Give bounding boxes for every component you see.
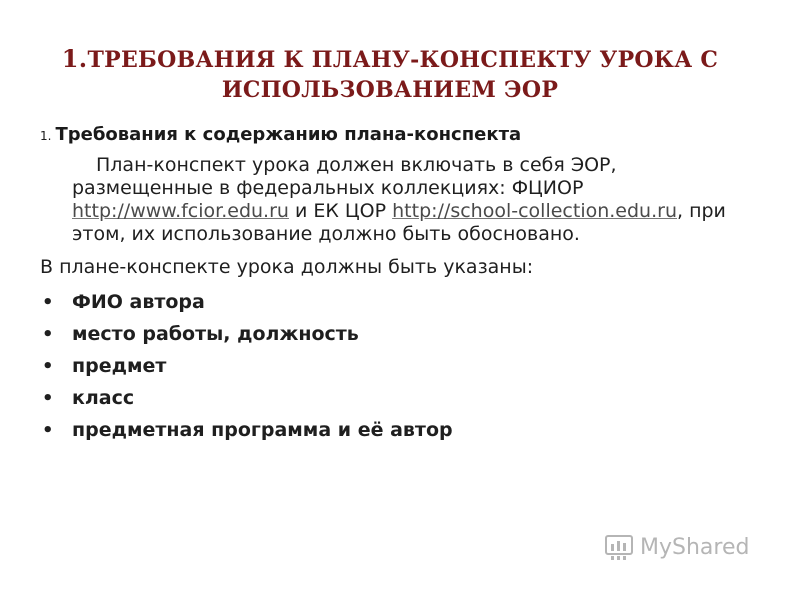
bullet-icon: • bbox=[42, 323, 54, 345]
title-text: ТРЕБОВАНИЯ К ПЛАНУ-КОНСПЕКТУ УРОКА С ИСПОЛЬЗОВАНИЕМ ЭОР bbox=[87, 47, 719, 103]
list-item-text: предмет bbox=[72, 355, 167, 377]
section-heading bbox=[40, 123, 740, 148]
list-item-text: предметная программа и её автор bbox=[72, 419, 453, 441]
list-item bbox=[40, 286, 740, 318]
bullet-icon: • bbox=[42, 387, 54, 409]
requirements-paragraph bbox=[72, 154, 752, 246]
title-number: 1. bbox=[61, 44, 88, 73]
list-intro: В плане-конспекте урока должны быть указаны: bbox=[40, 256, 534, 278]
paragraph-text-1: План-конспект урока должен включать в себя ЭОР, размещенные в федеральных коллекциях: ФЦИОР bbox=[72, 154, 617, 199]
bullet-icon: • bbox=[42, 419, 54, 441]
list-item bbox=[40, 350, 740, 382]
school-collection-link[interactable]: http://school-collection.edu.ru bbox=[392, 200, 677, 222]
section-number: 1. bbox=[40, 129, 52, 143]
watermark-text: MyShared bbox=[640, 534, 750, 560]
section-heading-text: Требования к содержанию плана-конспекта bbox=[55, 124, 522, 145]
myshared-watermark bbox=[604, 532, 749, 562]
list-item-text: ФИО автора bbox=[72, 291, 205, 313]
paragraph-text-2: и ЕК ЦОР bbox=[288, 200, 393, 222]
list-item bbox=[40, 414, 740, 446]
list-item bbox=[40, 318, 740, 350]
bullet-icon: • bbox=[42, 355, 54, 377]
list-item bbox=[40, 382, 740, 414]
fcior-link[interactable]: http://www.fcior.edu.ru bbox=[72, 200, 289, 222]
bullet-icon: • bbox=[42, 291, 54, 313]
myshared-logo-icon bbox=[604, 532, 634, 562]
list-item-text: класс bbox=[72, 387, 135, 409]
list-item-text: место работы, должность bbox=[72, 323, 359, 345]
required-items-list bbox=[40, 286, 740, 446]
slide-title bbox=[40, 44, 740, 105]
paragraph-text-3: , при этом, их использование должно быть обосновано. bbox=[72, 200, 726, 245]
